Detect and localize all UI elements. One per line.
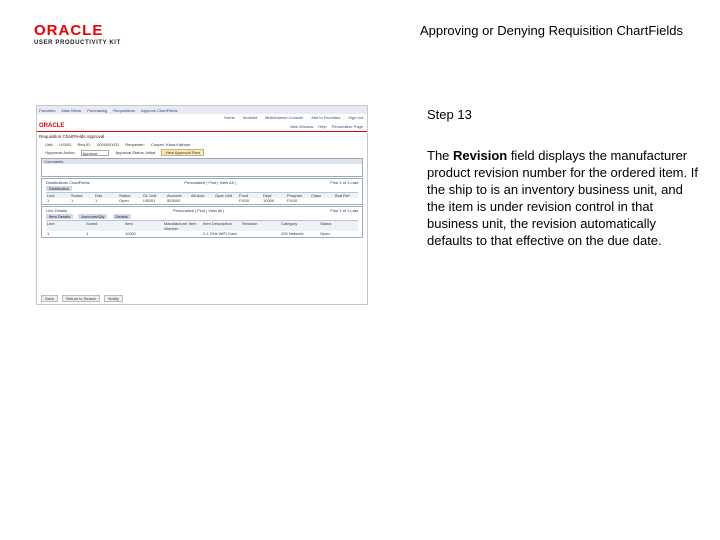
approval-action-select[interactable]: Approve: [81, 150, 109, 156]
tab-distribution[interactable]: Distribution: [46, 186, 72, 191]
tab-item-details[interactable]: Item Details: [46, 214, 73, 219]
top-link[interactable]: Help: [318, 123, 327, 129]
field-reqid-label: Req ID:: [77, 142, 92, 147]
peoplesoft-screenshot: [36, 105, 368, 305]
distributions-grid: [41, 178, 363, 205]
top-link[interactable]: Personalize Page: [331, 123, 363, 129]
menu-item[interactable]: Home: [224, 115, 235, 120]
logo-brand: ORACLE: [34, 22, 104, 39]
step-label: Step 13: [427, 107, 472, 122]
footer-buttons: [41, 295, 123, 302]
app-brand-bar: [37, 121, 367, 132]
nav-item[interactable]: Purchasing: [87, 107, 108, 113]
approval-action-label: *Approval Action:: [45, 150, 76, 155]
table-row: 1 1 10001 2.4 GHz WiFi Card 200 Network Open: [47, 231, 330, 236]
header-fields: [37, 141, 367, 148]
table-row: 1 1 1 Open US001 553000 FI100 10000 FI100: [47, 198, 298, 203]
desc-emphasis: Revision: [453, 148, 508, 163]
comments-textarea[interactable]: [42, 164, 362, 176]
approval-row: [37, 148, 367, 157]
field-requester-label: Requester:: [125, 142, 145, 147]
page-title: Requisition ChartFields Approval: [39, 134, 105, 139]
tab-amounts[interactable]: Amounts/Qty: [78, 214, 107, 219]
grid-nav[interactable]: Personalize | Find | View All |: [184, 180, 236, 185]
grid-count[interactable]: First 1 of 1 Last: [330, 180, 358, 185]
grid-count[interactable]: First 1 of 1 Last: [330, 208, 358, 213]
field-requester-value: Coupet, Kiara Kathryn: [150, 142, 191, 147]
nav-item[interactable]: Favorites: [39, 107, 56, 113]
line-details-grid: [41, 206, 363, 238]
header-menu: [37, 114, 367, 121]
slide-title: Approving or Denying Requisition ChartFields: [419, 23, 683, 38]
oracle-upk-logo: [34, 22, 121, 46]
approval-status: Approval Status: Initial: [115, 150, 156, 155]
view-approval-flow-button[interactable]: View Approval Flow: [161, 149, 204, 156]
save-button[interactable]: Save: [41, 295, 58, 302]
menu-item[interactable]: Worklist: [242, 115, 257, 120]
field-reqid-value: 0000000031: [97, 142, 120, 147]
top-link[interactable]: New Window: [290, 123, 314, 129]
field-unit-label: Unit:: [45, 142, 54, 147]
comments-box: [41, 158, 363, 177]
dist-header-row: Line Sched Dist Status GL Unit Account Alt Acct Oper Unit Fund Dept Program Class Bud Ref: [46, 193, 358, 198]
return-to-search-button[interactable]: Return to Search: [62, 295, 100, 302]
desc-prefix: The: [427, 148, 454, 163]
app-brand: ORACLE: [39, 123, 65, 129]
menu-item[interactable]: Sign out: [348, 115, 363, 120]
comments-label: Comments: [42, 159, 362, 164]
step-description: [427, 147, 699, 249]
distributions-title: Distributions ChartFields: [46, 180, 90, 185]
line-header-row: Line Sched Item Manufacturer Item Number Item Description Revision Category Status: [46, 221, 358, 231]
line-details-title: Line Details: [46, 208, 67, 213]
desc-body: field displays the manufacturer product revision number for the ordered item. If the ship to is an inventory business unit, and the item is under revision control in that business unit, the revision automatically defaults to that effective on the due date.: [427, 148, 698, 248]
breadcrumb: [37, 106, 367, 114]
logo-product: USER PRODUCTIVITY KIT: [34, 40, 121, 46]
notify-button[interactable]: Notify: [104, 295, 122, 302]
field-unit-value: US001: [59, 142, 72, 147]
menu-item[interactable]: Add to Favorites: [311, 115, 341, 120]
grid-nav[interactable]: Personalize | Find | View All |: [173, 208, 225, 213]
tab-details[interactable]: Details: [113, 214, 131, 219]
nav-item[interactable]: Approve ChartFields: [141, 107, 178, 113]
menu-item[interactable]: Multichannel Console: [264, 115, 304, 120]
nav-item[interactable]: Requisitions: [113, 107, 136, 113]
nav-item[interactable]: Main Menu: [61, 107, 82, 113]
